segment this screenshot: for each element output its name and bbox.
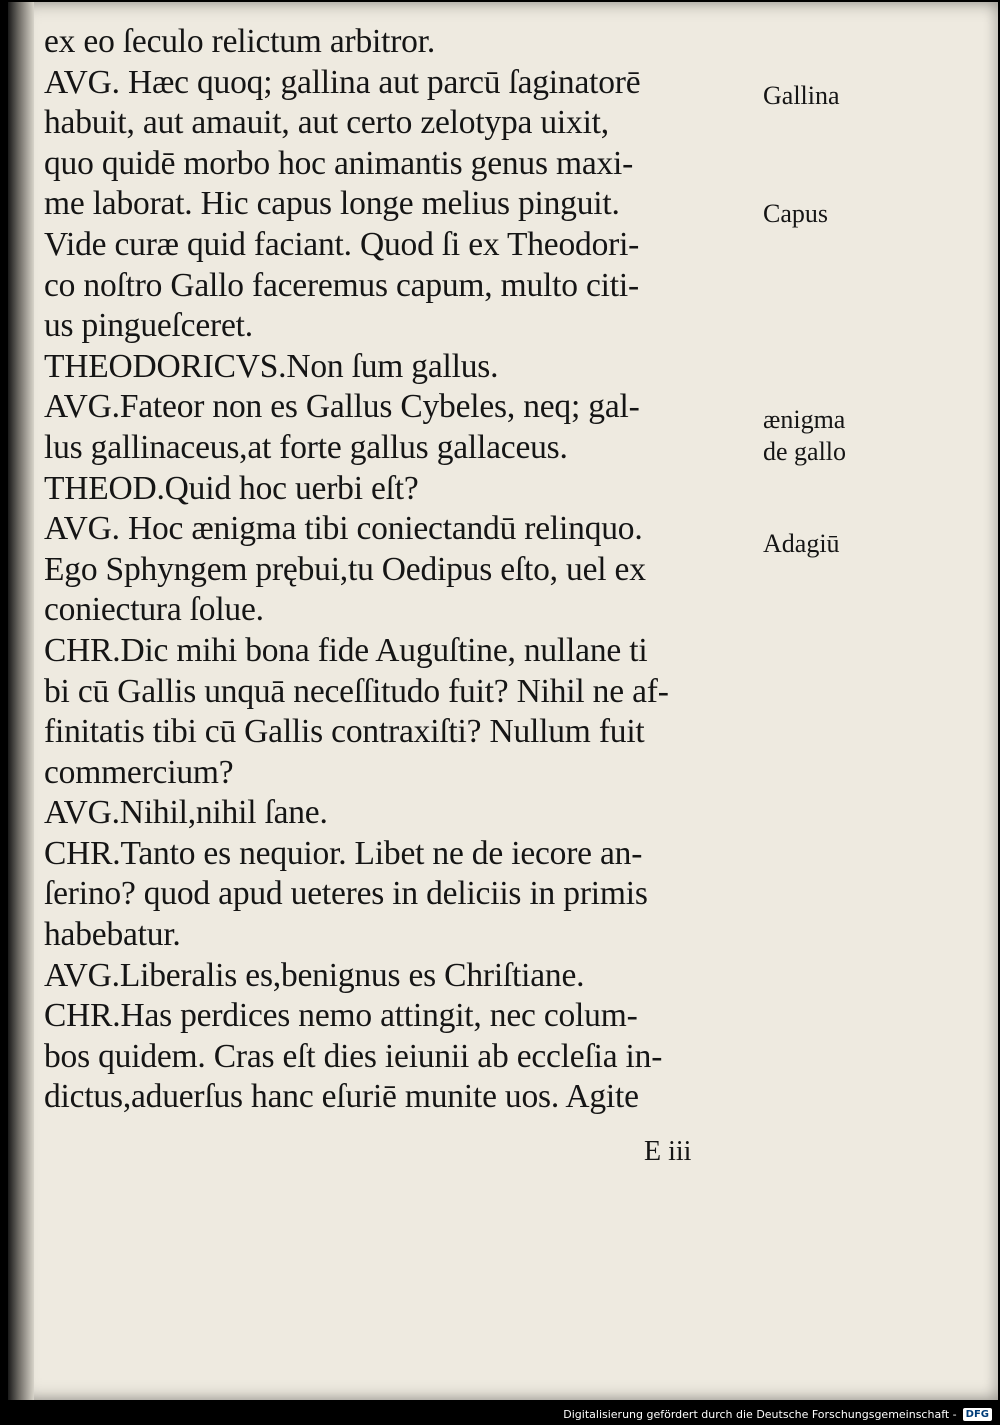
margin-note-aenigma: ænigma — [763, 405, 846, 434]
text-line: bi cū Gallis unquā neceſſitudo fuit? Nihil ne af- — [44, 672, 669, 710]
text-line: CHR.Has perdices nemo attingit, nec colum- — [44, 997, 638, 1035]
book-page — [8, 2, 998, 1400]
text-line: us pingueſceret. — [44, 307, 253, 345]
text-line: Ego Sphyngem prębui,tu Oedipus eſto, uel ex — [44, 550, 646, 588]
text-line: commercium? — [44, 753, 234, 791]
text-line: dictus,aduerſus hanc eſuriē munite uos. Agite — [44, 1078, 639, 1116]
text-line: habebatur. — [44, 916, 181, 954]
text-line: habuit, aut amauit, aut certo zelotypa uixit, — [44, 104, 609, 142]
text-line: AVG.Nihil,nihil ſane. — [44, 794, 328, 832]
text-line: ex eo ſeculo relictum arbitror. — [44, 23, 435, 60]
digitization-footer — [563, 1408, 992, 1421]
funding-credit: Digitalisierung gefördert durch die Deutsche Forschungsgemeinschaft - — [563, 1408, 957, 1421]
dfg-logo: DFG — [963, 1408, 992, 1421]
text-line: finitatis tibi cū Gallis contraxiſti? Nullum fuit — [44, 713, 645, 751]
text-line: AVG. Hoc ænigma tibi coniectandū relinquo. — [44, 510, 643, 548]
text-line: AVG.Liberalis es,benignus es Chriſtiane. — [44, 956, 585, 994]
signature-mark: E iii — [644, 1136, 692, 1167]
margin-note-de-gallo: de gallo — [763, 437, 847, 466]
text-line: CHR.Dic mihi bona fide Auguſtine, nullane ti — [44, 631, 648, 669]
margin-note-capus: Capus — [763, 199, 828, 228]
text-line: bos quidem. Cras eſt dies ieiunii ab eccleſia in- — [44, 1037, 663, 1075]
text-line: coniectura ſolue. — [44, 591, 264, 629]
margin-note-gallina: Gallina — [763, 81, 840, 110]
margin-note-adagium: Adagiū — [763, 529, 840, 558]
text-line: lus gallinaceus,at forte gallus gallaceus. — [44, 428, 568, 466]
text-line: AVG. Hæc quoq; gallina aut parcū ſaginatorē — [44, 63, 641, 101]
text-line: ſerino? quod apud ueteres in deliciis in primis — [44, 875, 648, 913]
text-line: quo quidē morbo hoc animantis genus maxi- — [44, 144, 634, 182]
main-text — [44, 22, 754, 1118]
text-line: AVG.Fateor non es Gallus Cybeles, neq; gal- — [44, 388, 640, 426]
text-line: THEOD.Quid hoc uerbi eſt? — [44, 469, 419, 507]
text-line: co noſtro Gallo faceremus capum, multo citi- — [44, 266, 639, 304]
text-line: THEODORICVS.Non ſum gallus. — [44, 347, 499, 385]
text-line: CHR.Tanto es nequior. Libet ne de iecore an- — [44, 834, 643, 872]
page-gutter — [8, 2, 34, 1400]
text-line: Vide curæ quid faciant. Quod ſi ex Theodori- — [44, 225, 640, 263]
text-line: me laborat. Hic capus longe melius pinguit. — [44, 185, 620, 223]
